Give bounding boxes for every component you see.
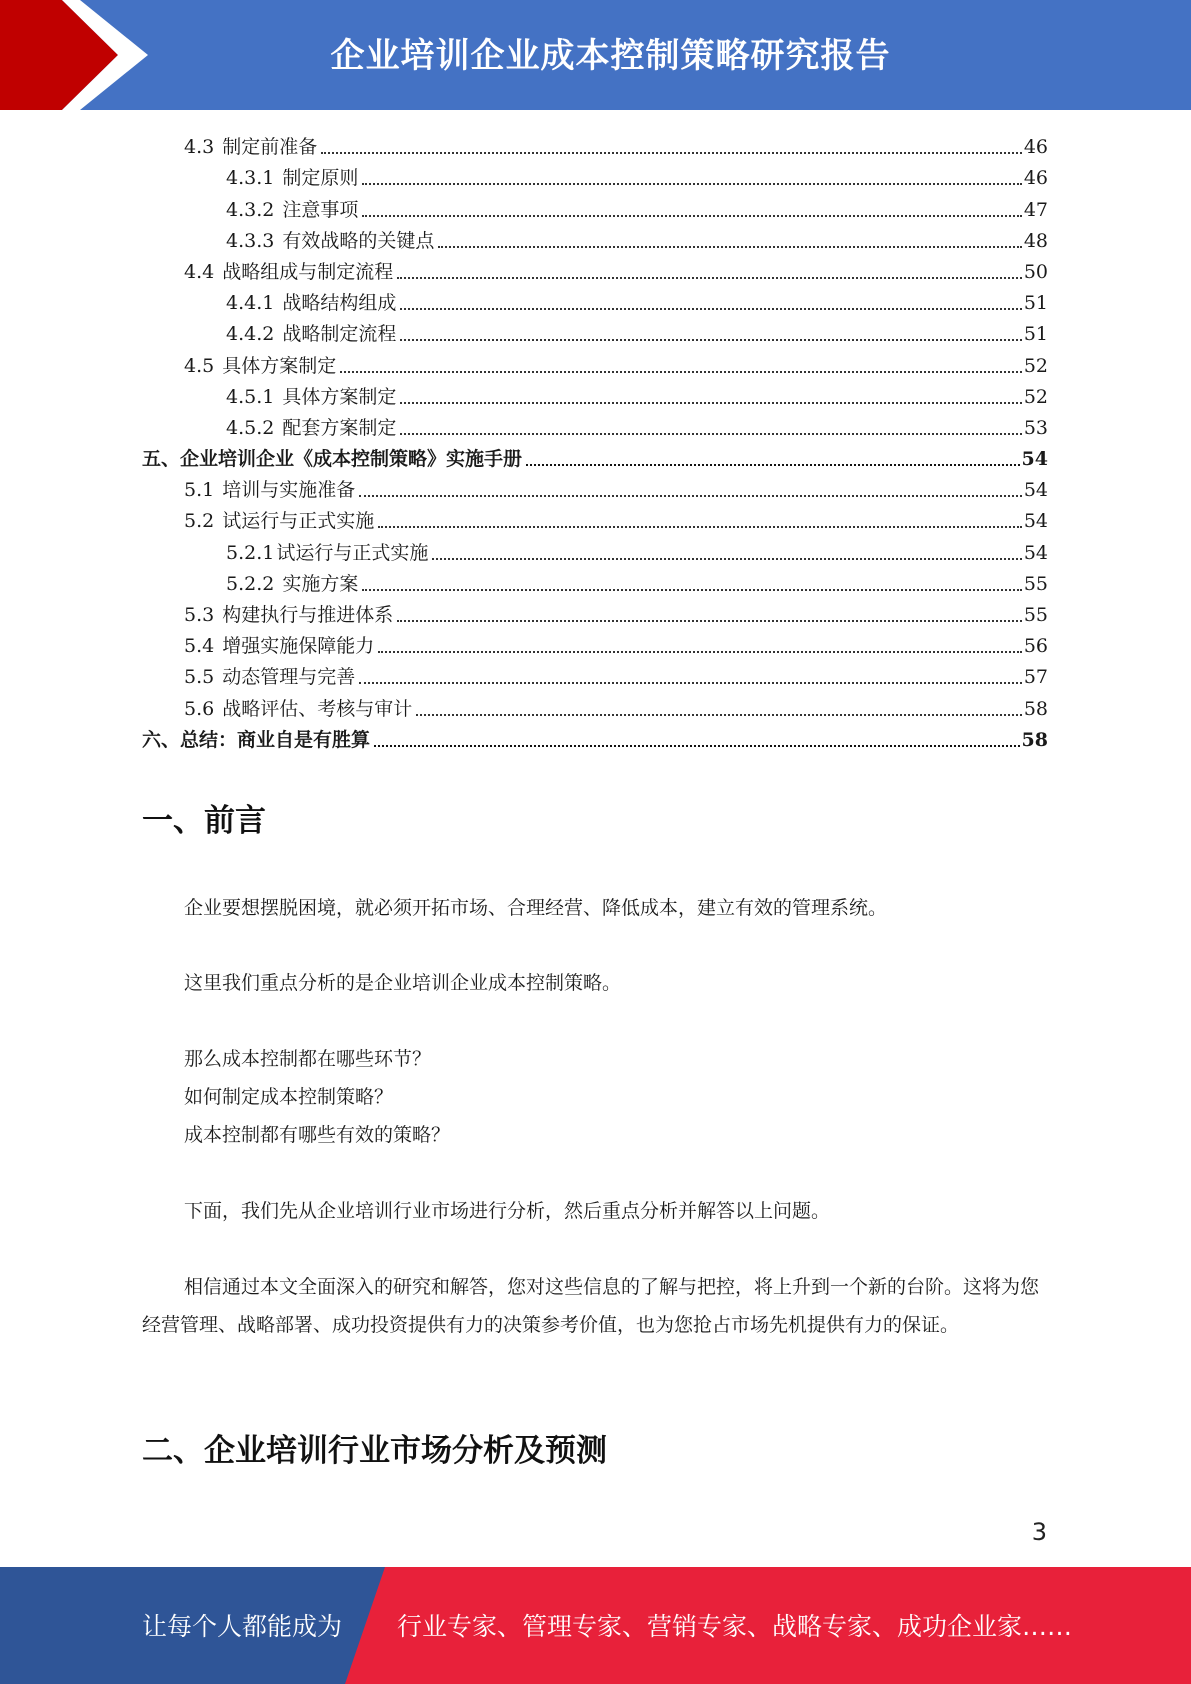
toc-entry xyxy=(142,159,1048,190)
toc-entry-page: 50 xyxy=(1023,260,1048,283)
toc-entry xyxy=(142,565,1048,596)
toc-entry-number: 4.3 xyxy=(184,136,215,159)
toc-entry xyxy=(142,658,1048,689)
toc-entry-label xyxy=(226,167,360,190)
toc-entry-text: 增强实施保障能力 xyxy=(222,635,375,658)
toc-entry-text: 注意事项 xyxy=(282,198,359,221)
toc-entry-label xyxy=(226,292,398,315)
toc-leader-dots xyxy=(400,433,1021,435)
toc-entry-page: 51 xyxy=(1023,292,1048,315)
toc-entry-label xyxy=(184,604,395,627)
toc-leader-dots xyxy=(378,526,1022,528)
toc-entry-text: 实施方案 xyxy=(282,572,359,595)
paragraph: 这里我们重点分析的是企业培训企业成本控制策略。 xyxy=(184,972,622,994)
toc-entry-label xyxy=(184,479,357,502)
toc-entry-number: 5.5 xyxy=(184,666,215,689)
toc-entry-text: 制定前准备 xyxy=(222,136,318,159)
toc-entry xyxy=(142,346,1048,377)
toc-entry-page: 48 xyxy=(1023,229,1048,252)
toc-entry-page: 54 xyxy=(1023,510,1048,533)
toc-entry-text: 制定原则 xyxy=(282,167,359,190)
toc-leader-dots xyxy=(397,277,1022,279)
paragraph: 下面，我们先从企业培训行业市场进行分析，然后重点分析并解答以上问题。 xyxy=(184,1200,831,1222)
toc-entry-page: 55 xyxy=(1023,572,1048,595)
toc-entry xyxy=(142,440,1048,471)
toc-leader-dots xyxy=(416,714,1022,716)
toc-entry-number: 4.5.2 xyxy=(226,416,275,439)
toc-leader-dots xyxy=(362,589,1021,591)
toc-entry-text: 试运行与正式实施 xyxy=(222,510,375,533)
question-line: 那么成本控制都在哪些环节？ xyxy=(184,1048,432,1070)
toc-entry-page: 58 xyxy=(1023,697,1048,720)
toc-entry-number: 5.2.2 xyxy=(226,572,275,595)
paragraph: 相信通过本文全面深入的研究和解答，您对这些信息的了解与把控，将上升到一个新的台阶。这将为您经营管理、战略部署、成功投资提供有力的决策参考价值，也为您抢占市场先机提供有力的保证。 xyxy=(142,1276,1040,1336)
toc-entry xyxy=(142,378,1048,409)
toc-entry-number: 4.5.1 xyxy=(226,385,275,408)
toc-entry-number: 4.4 xyxy=(184,260,215,283)
toc-entry-label xyxy=(184,355,338,378)
toc-entry-label xyxy=(226,542,430,565)
toc-leader-dots xyxy=(378,651,1022,653)
toc-entry-text: 战略评估、考核与审计 xyxy=(222,697,413,720)
toc-entry-page: 52 xyxy=(1023,385,1048,408)
toc-entry-number: 5.3 xyxy=(184,604,215,626)
toc-entry-text: 具体方案制定 xyxy=(282,385,397,408)
toc-entry-page: 54 xyxy=(1023,541,1048,564)
toc-entry-text: 六、总结：商业自是有胜算 xyxy=(142,728,371,751)
toc-entry-number: 5.2 xyxy=(184,510,215,533)
toc-leader-dots xyxy=(362,183,1021,185)
toc-entry-label xyxy=(226,573,360,596)
toc-entry xyxy=(142,689,1048,720)
toc-entry-label xyxy=(184,136,319,159)
toc-entry-number: 5.2.1 xyxy=(226,541,275,564)
toc-leader-dots xyxy=(400,308,1021,310)
toc-entry-text: 战略组成与制定流程 xyxy=(222,260,394,283)
toc-leader-dots xyxy=(359,682,1022,684)
toc-entry-page: 56 xyxy=(1023,635,1048,658)
header-title: 企业培训企业成本控制策略研究报告 xyxy=(330,36,891,76)
question-line: 成本控制都有哪些有效的策略？ xyxy=(184,1124,451,1146)
toc-entry-number: 5.1 xyxy=(184,479,215,502)
toc-entry-text: 构建执行与推进体系 xyxy=(222,604,394,626)
toc-entry-label xyxy=(226,386,398,409)
toc-entry-number: 5.4 xyxy=(184,635,215,658)
toc-entry-text: 战略制定流程 xyxy=(282,323,397,346)
toc-entry-text: 配套方案制定 xyxy=(282,416,397,439)
toc-leader-dots xyxy=(526,464,1020,466)
page-number: 3 xyxy=(1031,1518,1047,1546)
toc-entry-page: 46 xyxy=(1023,136,1048,159)
toc-entry-text: 培训与实施准备 xyxy=(222,479,356,502)
toc-leader-dots xyxy=(400,339,1021,341)
toc-entry-number: 4.3.3 xyxy=(226,229,275,252)
toc-leader-dots xyxy=(438,246,1021,248)
toc-entry xyxy=(142,315,1048,346)
toc-leader-dots xyxy=(397,620,1022,622)
toc-entry-page: 58 xyxy=(1021,728,1048,751)
toc-entry-text: 战略结构组成 xyxy=(282,292,397,315)
toc-entry xyxy=(142,222,1048,253)
toc-leader-dots xyxy=(432,558,1021,560)
toc-entry-text: 试运行与正式实施 xyxy=(276,541,429,564)
toc-entry-text: 有效战略的关键点 xyxy=(282,229,435,252)
toc-entry xyxy=(142,627,1048,658)
toc-entry-page: 53 xyxy=(1023,416,1048,439)
toc-leader-dots xyxy=(400,402,1021,404)
page-header xyxy=(0,0,1191,110)
toc-entry xyxy=(142,471,1048,502)
section-heading-preface: 一、前言 xyxy=(142,803,266,839)
page-footer xyxy=(0,1567,1191,1684)
toc-entry-label xyxy=(184,510,376,533)
section-heading-market-analysis: 二、企业培训行业市场分析及预测 xyxy=(142,1433,607,1469)
toc-entry-label xyxy=(226,230,436,253)
toc-leader-dots xyxy=(321,152,1022,154)
toc-entry-number: 4.4.2 xyxy=(226,323,275,346)
toc-entry-label xyxy=(142,448,524,471)
toc-entry xyxy=(142,409,1048,440)
question-line: 如何制定成本控制策略？ xyxy=(184,1086,394,1108)
toc-entry-page: 52 xyxy=(1023,354,1048,377)
toc-entry-page: 46 xyxy=(1023,167,1048,190)
toc-entry xyxy=(142,253,1048,284)
toc-leader-dots xyxy=(362,215,1021,217)
toc-entry-label xyxy=(226,417,398,440)
toc-entry-page: 54 xyxy=(1021,448,1048,471)
toc-entry-label xyxy=(226,323,398,346)
toc-entry-label xyxy=(184,261,395,284)
toc-entry xyxy=(142,502,1048,533)
toc-leader-dots xyxy=(340,371,1022,373)
toc-entry xyxy=(142,190,1048,221)
toc-entry-label xyxy=(184,635,376,658)
toc-entry-label xyxy=(226,199,360,222)
toc-entry-page: 47 xyxy=(1023,198,1048,221)
toc-leader-dots xyxy=(359,495,1022,497)
toc-entry-number: 4.4.1 xyxy=(226,292,275,315)
toc-entry xyxy=(142,128,1048,159)
toc-entry-page: 55 xyxy=(1023,604,1048,626)
paragraph: 企业要想摆脱困境，就必须开拓市场、合理经营、降低成本，建立有效的管理系统。 xyxy=(184,897,888,919)
toc-entry-page: 57 xyxy=(1023,666,1048,689)
toc-entry-page: 51 xyxy=(1023,323,1048,346)
toc-entry-label xyxy=(184,666,357,689)
toc-entry-number: 4.5 xyxy=(184,354,215,377)
toc-entry xyxy=(142,596,1048,627)
footer-slogan-left: 让每个人都能成为 xyxy=(142,1612,343,1641)
table-of-contents xyxy=(142,128,1048,752)
footer-slogan-right: 行业专家、管理专家、营销专家、战略专家、成功企业家…… xyxy=(397,1612,1073,1641)
toc-entry-number: 5.6 xyxy=(184,697,215,720)
toc-entry-page: 54 xyxy=(1023,479,1048,502)
toc-entry-label xyxy=(142,729,372,752)
toc-entry-number: 4.3.2 xyxy=(226,198,275,221)
toc-entry-text: 五、企业培训企业《成本控制策略》实施手册 xyxy=(142,448,523,471)
toc-entry-number: 4.3.1 xyxy=(226,167,275,190)
toc-entry-label xyxy=(184,698,414,721)
toc-entry-text: 动态管理与完善 xyxy=(222,666,356,689)
toc-entry xyxy=(142,284,1048,315)
toc-entry xyxy=(142,721,1048,752)
toc-entry xyxy=(142,533,1048,564)
toc-leader-dots xyxy=(374,745,1020,747)
toc-entry-text: 具体方案制定 xyxy=(222,354,337,377)
